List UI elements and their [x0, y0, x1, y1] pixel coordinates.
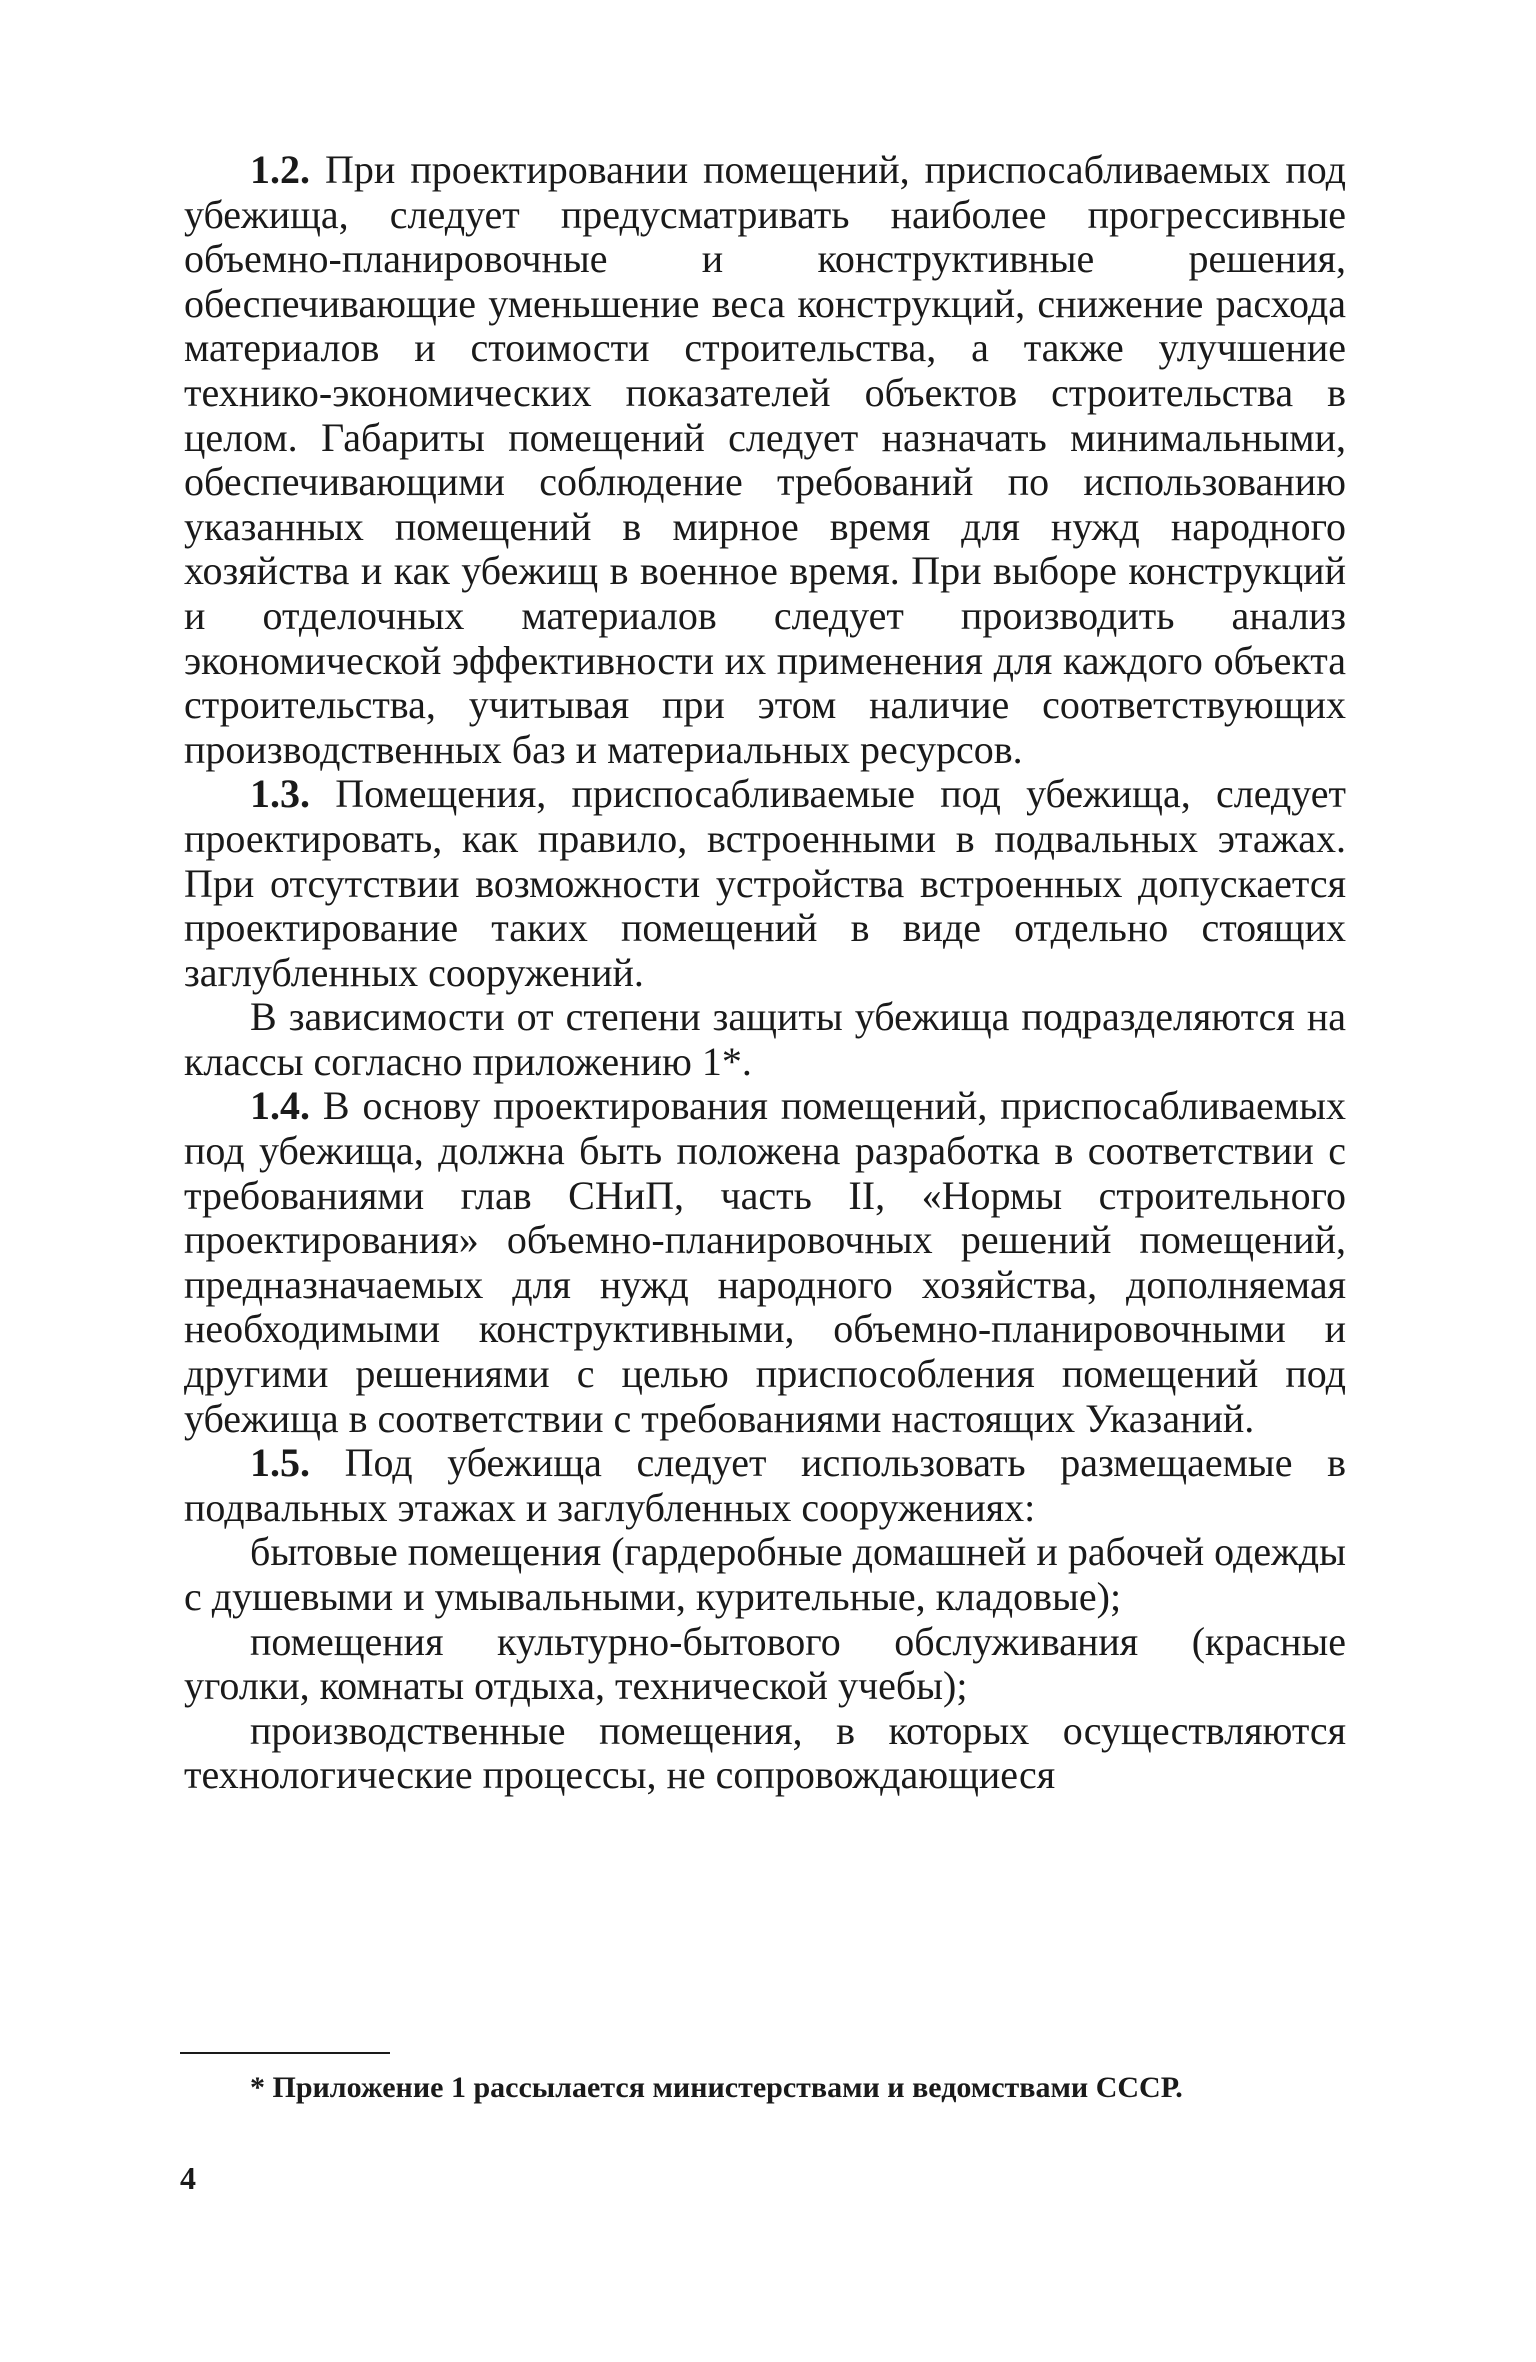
paragraph-1-4 — [184, 1084, 1346, 1441]
paragraph-1-3 — [184, 772, 1346, 995]
body-text — [184, 148, 1346, 1798]
footnote: * Приложение 1 рассылается министерствами и ведомствами СССР. — [250, 2071, 1183, 2104]
paragraph-1-2 — [184, 148, 1346, 772]
footnote-divider — [180, 2052, 390, 2054]
list-item-production-rooms — [184, 1709, 1346, 1798]
paragraph-text: производственные помещения, в которых осуществляются технологические процессы, не сопровождающиеся — [184, 1707, 1346, 1798]
page-number: 4 — [180, 2160, 196, 2196]
paragraph-number: 1.3. — [250, 771, 310, 817]
paragraph-number: 1.4. — [250, 1083, 310, 1129]
paragraph-text: При проектировании помещений, приспосабливаемых под убежища, следует предусматривать наиболее прогрессивные объемно-планировочные и конструктивные решения, обеспечивающие уменьшение веса конструкций, снижение расхода материалов и стоимости строительства, а также улучшение технико-экономических показателей объектов строительства в целом. Габариты помещений следует назначать минимальными, обеспечивающими соблюдение требований по использованию указанных помещений в мирное время для нужд народного хозяйства и как убежищ в военное время. При выборе конструкций и отделочных материалов следует производить анализ экономической эффективности их применения для каждого объекта строительства, учитывая при этом наличие соответствующих производственных баз и материальных ресурсов. — [184, 147, 1346, 772]
paragraph-text: В зависимости от степени защиты убежища подразделяются на классы согласно приложению 1*. — [184, 994, 1346, 1084]
paragraph-1-5 — [184, 1441, 1346, 1530]
paragraph-text: Под убежища следует использовать размещаемые в подвальных этажах и заглубленных сооружениях: — [184, 1440, 1346, 1530]
paragraph-number: 1.5. — [250, 1440, 310, 1486]
list-item-household-rooms — [184, 1530, 1346, 1619]
paragraph-text: В основу проектирования помещений, приспосабливаемых под убежища, должна быть положена разработка в соответствии с требованиями глав СНиП, часть II, «Нормы строительного проектирования» объемно-планировочных решений помещений, предназначаемых для нужд народного хозяйства, дополняемая необходимыми конструктивными, объемно-планировочными и другими решениями с целью приспособления помещений под убежища в соответствии с требованиями настоящих Указаний. — [184, 1083, 1346, 1441]
paragraph-text: Помещения, приспосабливаемые под убежища, следует проектировать, как правило, встроенными в подвальных этажах. При отсутствии возможности устройства встроенных допускается проектирование таких помещений в виде отдельно стоящих заглубленных сооружений. — [184, 771, 1346, 995]
paragraph-classes — [184, 995, 1346, 1084]
list-item-cultural-rooms — [184, 1620, 1346, 1709]
paragraph-text: бытовые помещения (гардеробные домашней и рабочей одежды с душевыми и умывальными, курительные, кладовые); — [184, 1529, 1346, 1619]
paragraph-number: 1.2. — [250, 147, 310, 192]
paragraph-text: помещения культурно-бытового обслуживания (красные уголки, комнаты отдыха, технической учебы); — [184, 1618, 1346, 1709]
